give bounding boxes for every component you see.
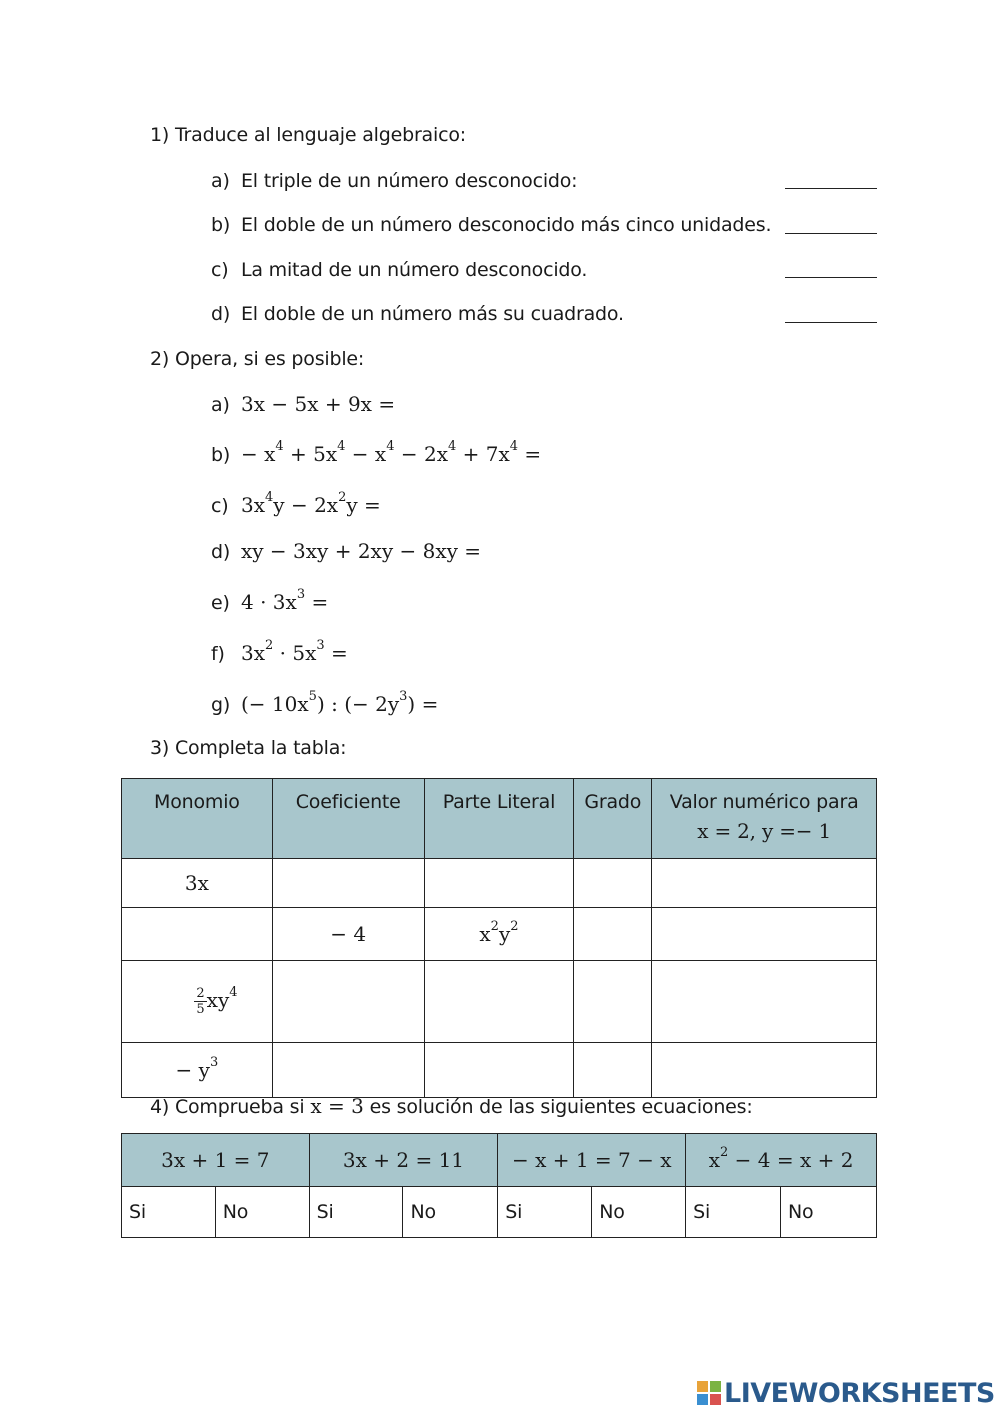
- section4-title-post: es solución de las siguientes ecuaciones:: [363, 1096, 753, 1118]
- s2-item-letter: d): [211, 541, 231, 563]
- equation-1: 3x + 1 = 7: [122, 1134, 310, 1187]
- cell-coeficiente: − 4: [272, 908, 424, 961]
- option-no-4[interactable]: No: [781, 1187, 877, 1238]
- s2-item-a: [211, 392, 395, 416]
- s2-item-d: [211, 539, 481, 563]
- s2-item-e: [211, 587, 329, 614]
- table-row: [122, 961, 877, 1043]
- s1-item-text: El doble de un número desconocido más cinco unidades.: [241, 214, 772, 236]
- table-row: [122, 1043, 877, 1098]
- header-valor-condition: x = 2, y =− 1: [697, 819, 832, 843]
- option-si-1[interactable]: Si: [122, 1187, 216, 1238]
- option-si-3[interactable]: Si: [498, 1187, 592, 1238]
- equations-table: [121, 1133, 877, 1238]
- s2-expression: $3x^4y - 2x^2y$ =: [241, 490, 381, 517]
- equation-2: 3x + 2 = 11: [309, 1134, 498, 1187]
- table-row: [122, 859, 877, 908]
- cell-grado[interactable]: [574, 859, 652, 908]
- s2-expression: − $x^4 + 5x^4 - x^4 - 2x^4 + 7x^4$ =: [241, 439, 542, 466]
- cell-grado[interactable]: [574, 908, 652, 961]
- cell-grado[interactable]: [574, 961, 652, 1043]
- option-no-3[interactable]: No: [592, 1187, 686, 1238]
- s1-item-b: [211, 214, 771, 236]
- section2-title: 2) Opera, si es posible:: [150, 348, 365, 370]
- cell-monomio: $\frac{2}{5}$ $xy^4$: [122, 961, 273, 1043]
- cell-literal: $x^2y^2$: [424, 908, 574, 961]
- s2-expression: $4 \cdot 3x^3$ =: [241, 587, 329, 614]
- s1-item-letter: a): [211, 170, 230, 192]
- equation-3: − x + 1 = 7 − x: [498, 1134, 686, 1187]
- s1-item-d: [211, 303, 624, 325]
- fraction-two-fifths: $\frac{2}{5}$: [196, 986, 205, 1017]
- s2-item-b: [211, 439, 542, 466]
- header-valor: [652, 779, 877, 859]
- equations-header-row: [122, 1134, 877, 1187]
- section1-title: 1) Traduce al lenguaje algebraico:: [150, 124, 466, 146]
- monomial-table: [121, 778, 877, 1098]
- cell-valor[interactable]: [652, 859, 877, 908]
- option-si-4[interactable]: Si: [686, 1187, 781, 1238]
- cell-valor[interactable]: [652, 908, 877, 961]
- answer-blank-b[interactable]: [785, 233, 877, 234]
- header-coeficiente: Coeficiente: [272, 779, 424, 859]
- cell-monomio[interactable]: [122, 908, 273, 961]
- answer-blank-d[interactable]: [785, 322, 877, 323]
- table-row: [122, 908, 877, 961]
- s2-item-letter: c): [211, 495, 229, 517]
- s2-expression: (− $10x^5$) : (− $2y^3$) =: [241, 689, 439, 716]
- s1-item-a: [211, 170, 577, 192]
- s2-expression: xy − 3xy + 2xy − 8xy =: [241, 539, 482, 563]
- s1-item-c: [211, 259, 587, 281]
- header-grado: Grado: [574, 779, 652, 859]
- s1-item-letter: d): [211, 303, 231, 325]
- s1-item-letter: c): [211, 259, 229, 281]
- table-header-row: [122, 779, 877, 859]
- s2-expression: $3x^2 \cdot 5x^3$ =: [241, 638, 348, 665]
- cell-literal[interactable]: [424, 859, 574, 908]
- answer-blank-c[interactable]: [785, 277, 877, 278]
- s2-item-letter: g): [211, 694, 231, 716]
- s2-item-letter: a): [211, 394, 230, 416]
- cell-literal[interactable]: [424, 1043, 574, 1098]
- option-no-2[interactable]: No: [403, 1187, 498, 1238]
- option-si-2[interactable]: Si: [309, 1187, 403, 1238]
- cell-grado[interactable]: [574, 1043, 652, 1098]
- cell-literal[interactable]: [424, 961, 574, 1043]
- s2-item-c: [211, 490, 381, 517]
- answer-blank-a[interactable]: [785, 188, 877, 189]
- cell-monomio: 3x: [122, 859, 273, 908]
- s2-item-f: [211, 638, 348, 665]
- header-valor-label: Valor numérico para: [669, 791, 859, 813]
- cell-coeficiente[interactable]: [272, 859, 424, 908]
- equation-4: $x^2 - 4 = x + 2$: [686, 1134, 877, 1187]
- section4-title: [150, 1094, 753, 1118]
- s1-item-text: La mitad de un número desconocido.: [241, 259, 588, 281]
- section3-title: 3) Completa la tabla:: [150, 737, 347, 759]
- s2-item-letter: f): [211, 643, 225, 665]
- s2-item-letter: e): [211, 592, 230, 614]
- header-parte-literal: Parte Literal: [424, 779, 574, 859]
- logo-grid-icon: [697, 1381, 721, 1405]
- s1-item-text: El doble de un número más su cuadrado.: [241, 303, 624, 325]
- s1-item-letter: b): [211, 214, 231, 236]
- s2-item-letter: b): [211, 444, 231, 466]
- header-monomio: Monomio: [122, 779, 273, 859]
- cell-valor[interactable]: [652, 1043, 877, 1098]
- s2-item-g: [211, 689, 439, 716]
- cell-coeficiente[interactable]: [272, 1043, 424, 1098]
- option-no-1[interactable]: No: [215, 1187, 309, 1238]
- s2-expression: 3x − 5x + 9x =: [241, 392, 396, 416]
- cell-coeficiente[interactable]: [272, 961, 424, 1043]
- equations-options-row: [122, 1187, 877, 1238]
- section4-title-pre: 4) Comprueba si: [150, 1096, 311, 1118]
- cell-monomio: − $y^3$: [122, 1043, 273, 1098]
- cell-valor[interactable]: [652, 961, 877, 1043]
- section4-title-math: x = 3: [310, 1094, 364, 1118]
- liveworksheets-logo: [697, 1376, 995, 1410]
- s1-item-text: El triple de un número desconocido:: [241, 170, 578, 192]
- logo-text: LIVEWORKSHEETS: [724, 1377, 995, 1409]
